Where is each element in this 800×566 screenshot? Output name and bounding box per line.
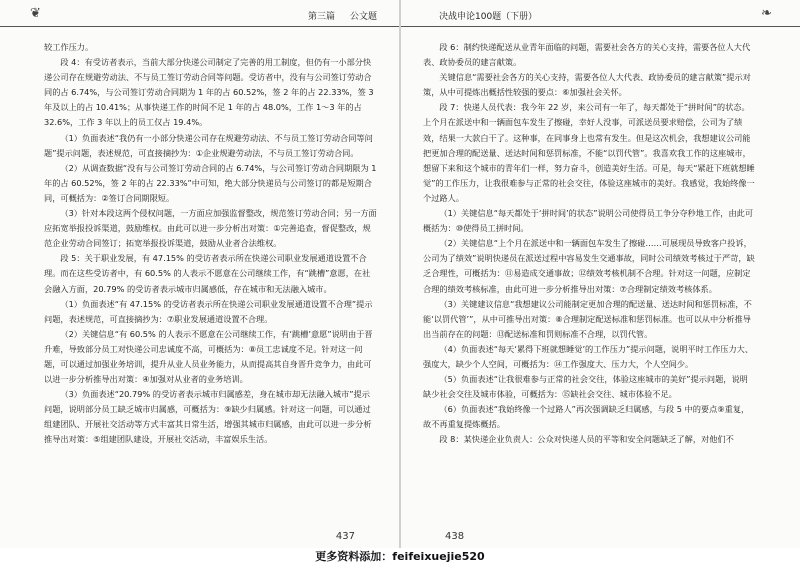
left-page-body xyxy=(44,40,377,448)
footer-contact: 更多资料添加：feifeixuejie520 xyxy=(0,548,800,566)
paragraph: （3）针对本段这两个侵权问题，一方面应加强监督整改，规范签订劳动合同；另一方面应拓宽举报投诉渠道，鼓励维权。由此可以进一步分析出对策：①完善追查，督促整改，规范企业劳动合同签订；拓宽举报投诉渠道，鼓励从业者合法维权。 xyxy=(44,208,377,249)
paragraph: 关键信息“需要社会各方的关心支持，需要各位人大代表、政协委员的建言献策”提示对策，从中可提炼出概括性较强的要点：⑥加强社会关怀。 xyxy=(423,72,751,98)
page-number: 437 xyxy=(335,531,355,542)
paragraph: （2）关键信息“上个月在派送中和一辆面包车发生了擦碰……可展现员导致客户投诉，公司为了绩效”说明快递员在派送过程中容易发生交通事故，同时公司绩效考核过于严苛，缺乏合理性，可概括为：⑪易造成交通事故；⑫绩效考核机制不合理。针对这一问题，应制定合理的绩效考核标准，由此可进一步分析推导出对策：⑦合理制定绩效考核体系。 xyxy=(423,238,755,294)
paragraph: 段 8：某快递企业负责人：公众对快递人员的平等和安全问题缺乏了解，对他们不 xyxy=(439,434,734,445)
page-number: 438 xyxy=(445,531,465,542)
paragraph: 段 6：制约快递配送从业青年面临的问题，需要社会各方的关心支持，需要各位人大代表、政协委员的建言献策。 xyxy=(423,42,751,68)
paragraph: （2）关键信息“有 60.5% 的人表示不愿意在公司继续工作，有‘跳槽’意愿”说明由于晋升难，导致部分员工对快递公司忠诚度不高，可概括为：⑧员工忠诚度不足。针对这一问题，可以通过加强业务培训，提升从业人员业务能力，从而提高其自身晋升竞争力，由此可以进一步分析推导出对策：④加强对从业者的业务培训。 xyxy=(44,328,373,385)
header-title: 决战申论100题（下册） xyxy=(439,12,538,22)
left-page-header xyxy=(0,6,399,27)
paragraph: （3）负面表述“20.79% 的受访者表示城市归属感差，身在城市却无法融入城市”提示问题，说明部分员工缺乏城市归属感，可概括为：⑨缺少归属感。针对这一问题，可以通过组建团队、开展社交活动等方式丰富其日常生活，增强其城市归属感，由此可以进一步分析推导出对策：⑤组建团队建设，开展社交活动，丰富娱乐生活。 xyxy=(44,389,372,445)
paragraph: （6）负面表述“我始终像一个过路人”再次强调缺乏归属感，与段 5 中的要点⑨重复，故不再重复提炼概括。 xyxy=(423,404,750,430)
paragraph: （5）负面表述“让我很难参与正常的社会交往，体验这座城市的美好”提示问题，说明缺少社会交往及城市体验，可概括为：⑮缺社会交往、城市体验不足。 xyxy=(423,374,748,400)
right-page-header xyxy=(401,6,800,27)
right-page xyxy=(401,0,800,548)
paragraph: 段 7：快递人员代表：我今年 22 岁，来公司有一年了，每天都处于“拼时间”的状态。上个月在派送中和一辆面包车发生了擦碰，幸好人没事，可派送员要求赔偿，公司为了绩效，结果一大款白干了。这种事，在同事身上也常有发生。但是这次机会，我想建议公司能把更加合理的配送量、送达时间和惩罚标准，不能“以罚代管”。我喜欢我工作的这座城市，想留下来和这个城市的青年们一样，努力奋斗，创造美好生活。可是，每天“紧赶下班就想睡觉”的工作压力，让我很难参与正常的社会交往，体验这座城市的美好。我感觉，我始终像一个过路人。 xyxy=(423,102,755,203)
right-page-body xyxy=(423,40,756,448)
paragraph: （4）负面表述“每天‘累得下班就想睡觉’的工作压力”提示问题，说明平时工作压力大、强度大，缺少个人空间，可概括为：⑭工作强度大、压力大，个人空间少。 xyxy=(423,343,754,369)
paragraph: 段 4：有受访者表示，当前大部分快递公司制定了完善的用工制度，但仍有一小部分快递公司存在规避劳动法、不与员工签订劳动合同等问题。受访者中，没有与公司签订劳动合同的占 6.74%，与公司签订劳动合同期为 1 年的占 60.52%，签 2 年的占 22.33%，签 3 年及以上的占 10.41%；从事快递工作的时间不足 1 年的占 48.0%，工作 1～3 年的占 32.6%，工作 3 年以上的员工仅占 19.4%。 xyxy=(44,57,374,128)
paragraph: （3）关键建议信息“我想建议公司能制定更加合理的配送量、送达时间和惩罚标准，不能‘以罚代管’”，从中可推导出对策：⑧合理制定配送标准和惩罚标准。也可以从中分析推导出当前存在的问题：⑬配送标准和罚则标准不合理，以罚代管。 xyxy=(423,298,752,339)
header-title: 公文题 xyxy=(349,12,377,22)
paragraph: （1）负面表述“我仍有一小部分快递公司存在规避劳动法、不与员工签订劳动合同等问题”提示问题，表述规范，可直接摘抄为：①企业规避劳动法，不与员工签订劳动合同。 xyxy=(44,132,373,158)
header-section: 第三篇 xyxy=(307,12,335,22)
paragraph: （1）负面表述“有 47.15% 的受访者表示所在快递公司职业发展通道设置不合理”提示问题，表述规范，可直接摘抄为：⑦职业发展通道设置不合理。 xyxy=(44,298,373,324)
paragraph: 较工作压力。 xyxy=(44,42,94,52)
leaf-ornament-icon: ❦ xyxy=(30,6,41,21)
paragraph: （1）关键信息“每天都处于‘拼时间’的状态”说明公司使得员工争分夺秒地工作，由此可概括为：⑩使得员工拼时间。 xyxy=(423,208,754,234)
paragraph: 段 5：关于职业发展，有 47.15% 的受访者表示所在快递公司职业发展通道设置不合理。而在这些受访者中，有 60.5% 的人表示不愿意在公司继续工作，有“跳槽”意愿，在社会融入方面，20.79% 的受访者表示城市归属感低，存在城市和无法融入城市。 xyxy=(44,253,371,294)
left-page xyxy=(0,0,399,548)
leaf-ornament-icon: ❧ xyxy=(761,6,772,21)
paragraph: （2）从调查数据“没有与公司签订劳动合同的占 6.74%，与公司签订劳动合同期限为 1 年的占 60.52%，签 2 年的占 22.33%”中可知，绝大部分快递员与公司签订的都是短期合同，可概括为：②签订合同期限短。 xyxy=(44,162,377,203)
